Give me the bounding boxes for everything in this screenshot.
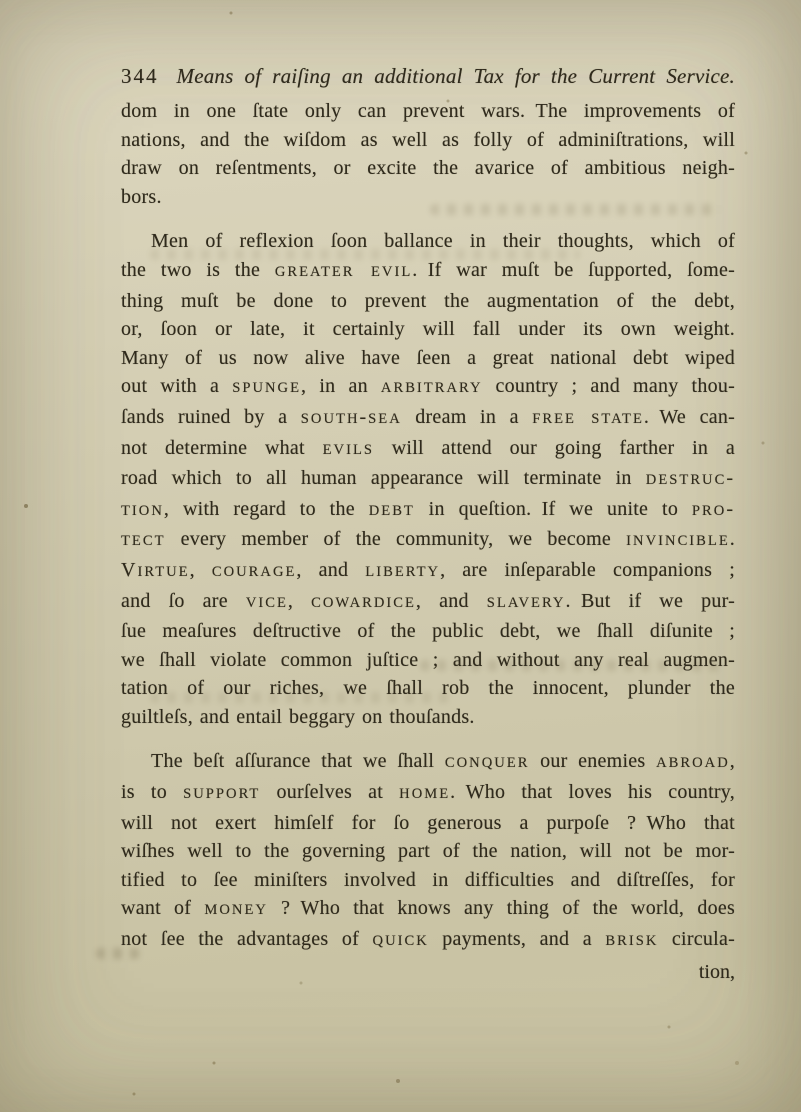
- small-caps-word: TECT: [121, 533, 166, 550]
- page-number: 344: [121, 64, 159, 88]
- page-body: [121, 97, 735, 956]
- small-caps-word: COWARDICE: [311, 594, 416, 611]
- text-line: guiltleſs, and entail beggary on thouſands.: [121, 705, 475, 728]
- small-caps-word: HOME: [399, 786, 451, 803]
- text-line: VIRTUE, COURAGE, and LIBERTY, are inſeparable companions ;: [121, 558, 736, 581]
- text-line: dom in one ſtate only can prevent wars. The improvements of: [121, 100, 735, 122]
- small-caps-word: BRISK: [605, 933, 659, 950]
- text-line: is to SUPPORT ourſelves at HOME. Who that loves his country,: [121, 781, 735, 804]
- text-line: ſands ruined by a SOUTH-SEA dream in a FREE STATE. We can-: [121, 405, 735, 428]
- small-caps-word: ABROAD: [656, 755, 730, 772]
- text-line: Men of reflexion ſoon ballance in their thoughts, which of: [151, 230, 735, 253]
- text-line: not ſee the advantages of QUICK payments, and a BRISK circula-: [121, 928, 735, 951]
- small-caps-word: SOUTH-SEA: [300, 405, 402, 428]
- text-line: road which to all human appearance will terminate in DESTRUC-: [121, 467, 735, 490]
- paragraph: [121, 97, 735, 211]
- text-line: nations, and the wiſdom as well as folly of adminiſtrations, will: [121, 128, 735, 151]
- text-line: want of MONEY ? Who that knows any thing of the world, does: [121, 897, 735, 920]
- text-line: tation of our riches, we ſhall rob the innocent, plunder the: [121, 677, 735, 700]
- text-line: not determine what EVILS will attend our going farther in a: [121, 436, 736, 459]
- text-line: ſue meaſures deſtructive of the public debt, we ſhall diſunite ;: [121, 620, 735, 643]
- small-caps-word: COURAGE: [211, 563, 297, 580]
- small-caps-word: SPUNGE: [232, 380, 302, 397]
- text-line: will not exert himſelf for ſo generous a purpoſe ? Who that: [121, 811, 735, 834]
- small-caps-word: SUPPORT: [183, 786, 261, 803]
- catchword: tion,: [698, 960, 735, 983]
- page-header: [121, 62, 735, 90]
- small-caps-word: TION: [121, 502, 164, 519]
- small-caps-word: MONEY: [204, 902, 268, 919]
- text-line: wiſhes well to the governing part of the nation, will not be mor-: [121, 840, 735, 863]
- text-line: bors.: [121, 185, 162, 208]
- running-title: Means of raiſing an additional Tax for the Current Service.: [176, 64, 735, 88]
- small-caps-word: ARBITRARY: [380, 380, 483, 397]
- text-line: draw on reſentments, or excite the avarice of ambitious neigh-: [121, 157, 735, 180]
- small-caps-word: GREATER EVIL: [274, 263, 413, 280]
- text-line: tified to ſee miniſters involved in difficulties and diſtreſſes, for: [121, 868, 735, 891]
- text-line: out with a SPUNGE, in an ARBITRARY country ; and many thou-: [121, 375, 735, 398]
- small-caps-word: DESTRUC-: [645, 467, 735, 490]
- small-caps-word: PRO-: [691, 497, 735, 520]
- paragraph: [121, 227, 735, 731]
- text-block: [121, 62, 735, 986]
- text-line: TECT every member of the community, we become INVINCIBLE.: [121, 528, 735, 551]
- text-line: TION, with regard to the DEBT in queſtion. If we unite to PRO-: [121, 497, 735, 520]
- text-line: or, ſoon or late, it certainly will fall under its own weight.: [121, 318, 735, 341]
- small-caps-word: CONQUER: [444, 755, 530, 772]
- foxing-specks: [0, 0, 2, 2]
- small-caps-word: LIBERTY: [365, 563, 441, 580]
- text-line: thing muſt be done to prevent the augmentation of the debt,: [121, 289, 735, 312]
- small-caps-word: VICE: [245, 594, 288, 611]
- small-caps-word: VIRTUE: [121, 558, 190, 581]
- small-caps-word: SLAVERY: [486, 594, 566, 611]
- small-caps-word: INVINCIBLE: [626, 533, 730, 550]
- text-line: The beſt aſſurance that we ſhall CONQUER our enemies ABROAD,: [151, 750, 735, 773]
- small-caps-word: FREE STATE: [532, 410, 644, 427]
- small-caps-word: EVILS: [322, 441, 374, 458]
- text-line: and ſo are VICE, COWARDICE, and SLAVERY. But if we pur-: [121, 589, 736, 612]
- small-caps-word: DEBT: [368, 502, 415, 519]
- text-line: the two is the GREATER EVIL. If war muſt be ſupported, ſome-: [121, 258, 735, 281]
- paragraph: [121, 747, 735, 955]
- text-line: Many of us now alive have ſeen a great national debt wiped: [121, 346, 735, 369]
- small-caps-word: QUICK: [372, 933, 429, 950]
- text-line: we ſhall violate common juſtice ; and without any real augmen-: [121, 648, 735, 671]
